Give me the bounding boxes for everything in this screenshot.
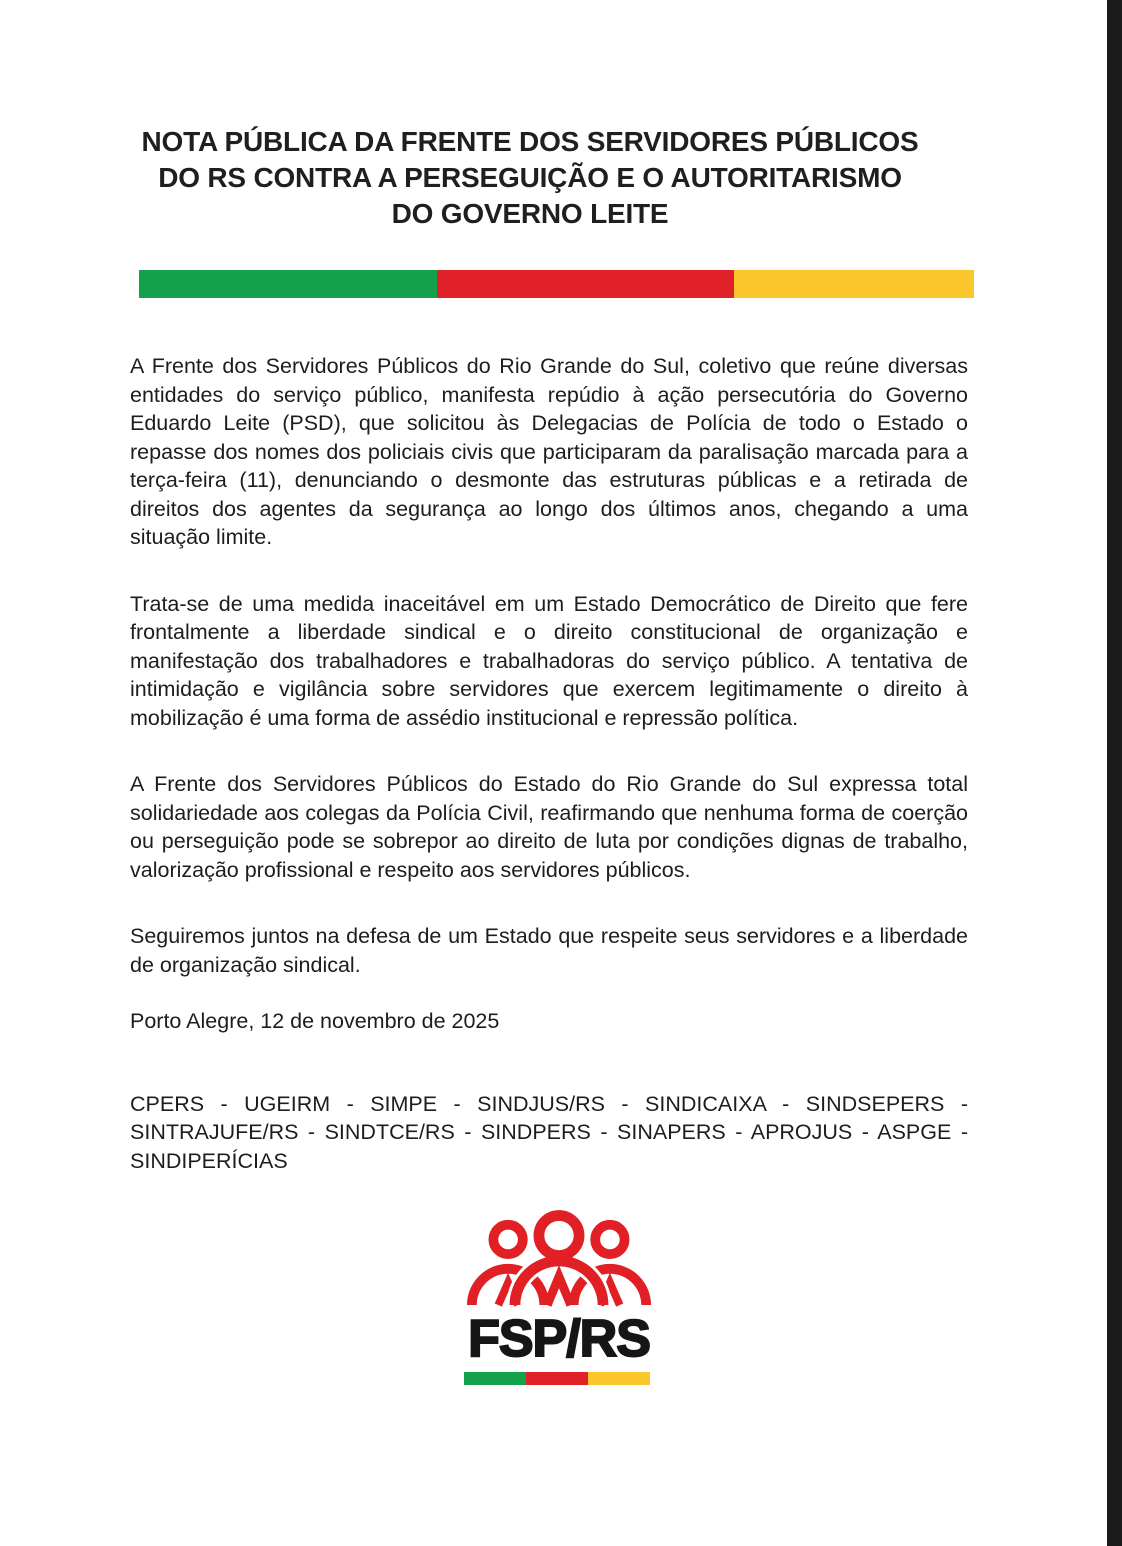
people-group-icon <box>466 1209 652 1311</box>
dateline: Porto Alegre, 12 de novembro de 2025 <box>130 1009 500 1033</box>
divider-green-segment <box>139 270 437 298</box>
body-paragraph-2: Trata-se de uma medida inaceitável em um Estado Democrático de Direito que fere frontalmente a liberdade sindical e o direito constitucional de organização e manifestação dos trabalhadores e trabalhadoras do serviço público. A tentativa de intimidação e vigilância sobre servidores que exercem legitimamente o direito à mobilização é uma forma de assédio institucional e repressão política. <box>130 591 968 730</box>
body-paragraph-3: A Frente dos Servidores Públicos do Estado do Rio Grande do Sul expressa total solidariedade aos colegas da Polícia Civil, reafirmando que nenhuma forma de coerção ou perseguição pode se sobrepor ao direito de luta por condições dignas de trabalho, valorização profissional e respeito aos servidores públicos. <box>130 772 968 882</box>
logo-stripe-red-segment <box>526 1372 588 1385</box>
title-line-2: DO RS CONTRA A PERSEGUIÇÃO E O AUTORITARISMO <box>158 162 902 193</box>
logo-wordmark: FSP/RS <box>468 1310 650 1368</box>
logo-tricolor-stripe <box>464 1372 650 1385</box>
document-content <box>130 0 968 1385</box>
title-line-1: NOTA PÚBLICA DA FRENTE DOS SERVIDORES PÚBLICOS <box>141 126 919 157</box>
body-paragraph-4: Seguiremos juntos na defesa de um Estado que respeite seus servidores e a liberdade de organização sindical. <box>130 924 968 977</box>
logo-stripe-green-segment <box>464 1372 526 1385</box>
page-title <box>130 124 930 232</box>
screen-edge-strip <box>1107 0 1122 1546</box>
divider-yellow-segment <box>734 270 974 298</box>
divider-red-segment <box>437 270 734 298</box>
tricolor-divider-bar <box>139 270 974 298</box>
body-paragraph-1: A Frente dos Servidores Públicos do Rio Grande do Sul, coletivo que reúne diversas entidades do serviço público, manifesta repúdio à ação persecutória do Governo Eduardo Leite (PSD), que solicitou às Delegacias de Polícia de todo o Estado o repasse dos nomes dos policiais civis que participaram da paralisação marcada para a terça-feira (11), denunciando o desmonte das estruturas públicas e a retirada de direitos dos agentes da segurança ao longo dos últimos anos, chegando a uma situação limite. <box>130 354 968 549</box>
fsprs-logo <box>464 1209 654 1385</box>
title-line-3: DO GOVERNO LEITE <box>391 198 669 229</box>
signatories-list: CPERS - UGEIRM - SIMPE - SINDJUS/RS - SINDICAIXA - SINDSEPERS - SINTRAJUFE/RS - SINDTCE/RS - SINDPERS - SINAPERS - APROJUS - ASPGE - SINDIPERÍCIAS <box>130 1091 968 1173</box>
logo-stripe-yellow-segment <box>588 1372 650 1385</box>
